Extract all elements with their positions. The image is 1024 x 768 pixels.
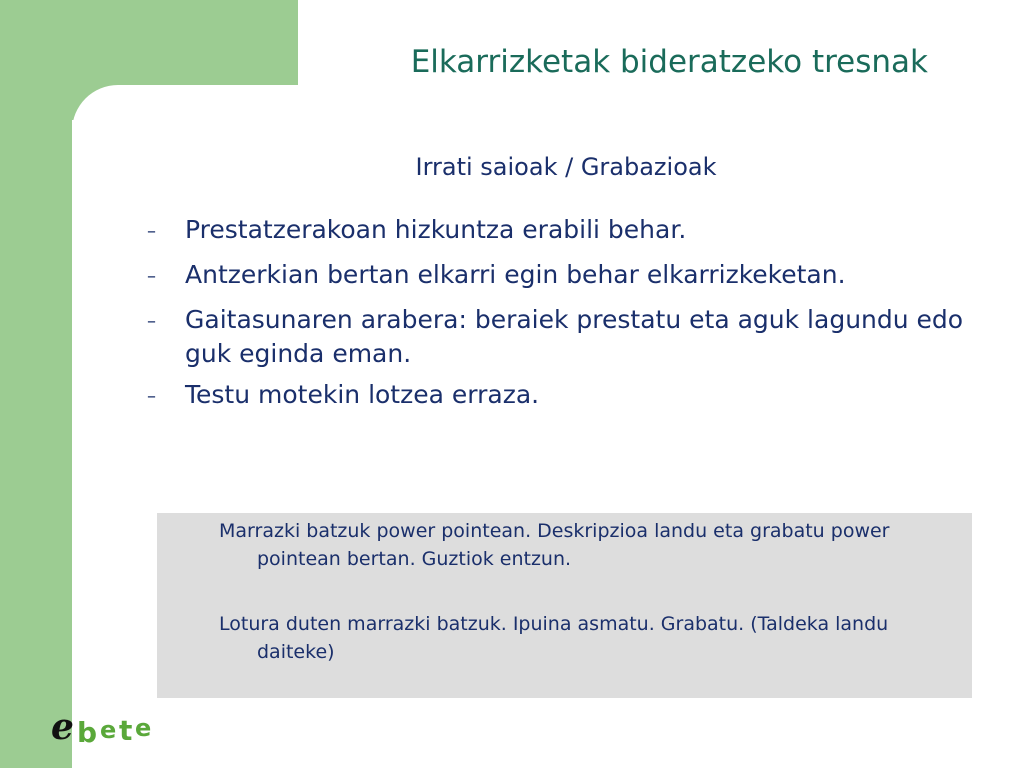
bullet-item [140,213,990,251]
svg-text:e: e [100,716,117,744]
bullet-marker: – [147,386,156,407]
svg-text:e: e [51,706,74,747]
bullet-marker: – [147,266,156,287]
svg-text:b: b [77,716,98,747]
decorative-green-bar [0,0,72,768]
slide-subtitle: Irrati saioak / Grabazioak [415,153,717,181]
bullet-text: Gaitasunaren arabera: beraiek prestatu eta aguk lagundu edo guk eginda eman. [185,305,964,368]
svg-text:t: t [119,714,133,747]
bullet-text: Testu motekin lotzea erraza. [185,380,540,409]
bullet-text: Antzerkian bertan elkarri egin behar elkarrizkeketan. [185,260,846,289]
bullet-text: Prestatzerakoan hizkuntza erabili behar. [185,215,687,244]
note-paragraph: Marrazki batzuk power pointean. Deskripzioa landu eta grabatu power pointean bertan. Guztiok entzun. [219,520,890,570]
slide-title: Elkarrizketak bideratzeko tresnak [410,44,928,80]
note-paragraph: Lotura duten marrazki batzuk. Ipuina asmatu. Grabatu. (Taldeka landu daiteke) [219,613,889,663]
bullet-item [140,378,990,416]
bullet-marker: – [147,311,156,332]
svg-text:e: e [135,714,152,742]
bullet-item [140,303,990,371]
bullet-list [140,213,990,423]
bullet-marker: – [147,221,156,242]
bullet-item [140,258,990,296]
ebete-logo [50,705,160,747]
